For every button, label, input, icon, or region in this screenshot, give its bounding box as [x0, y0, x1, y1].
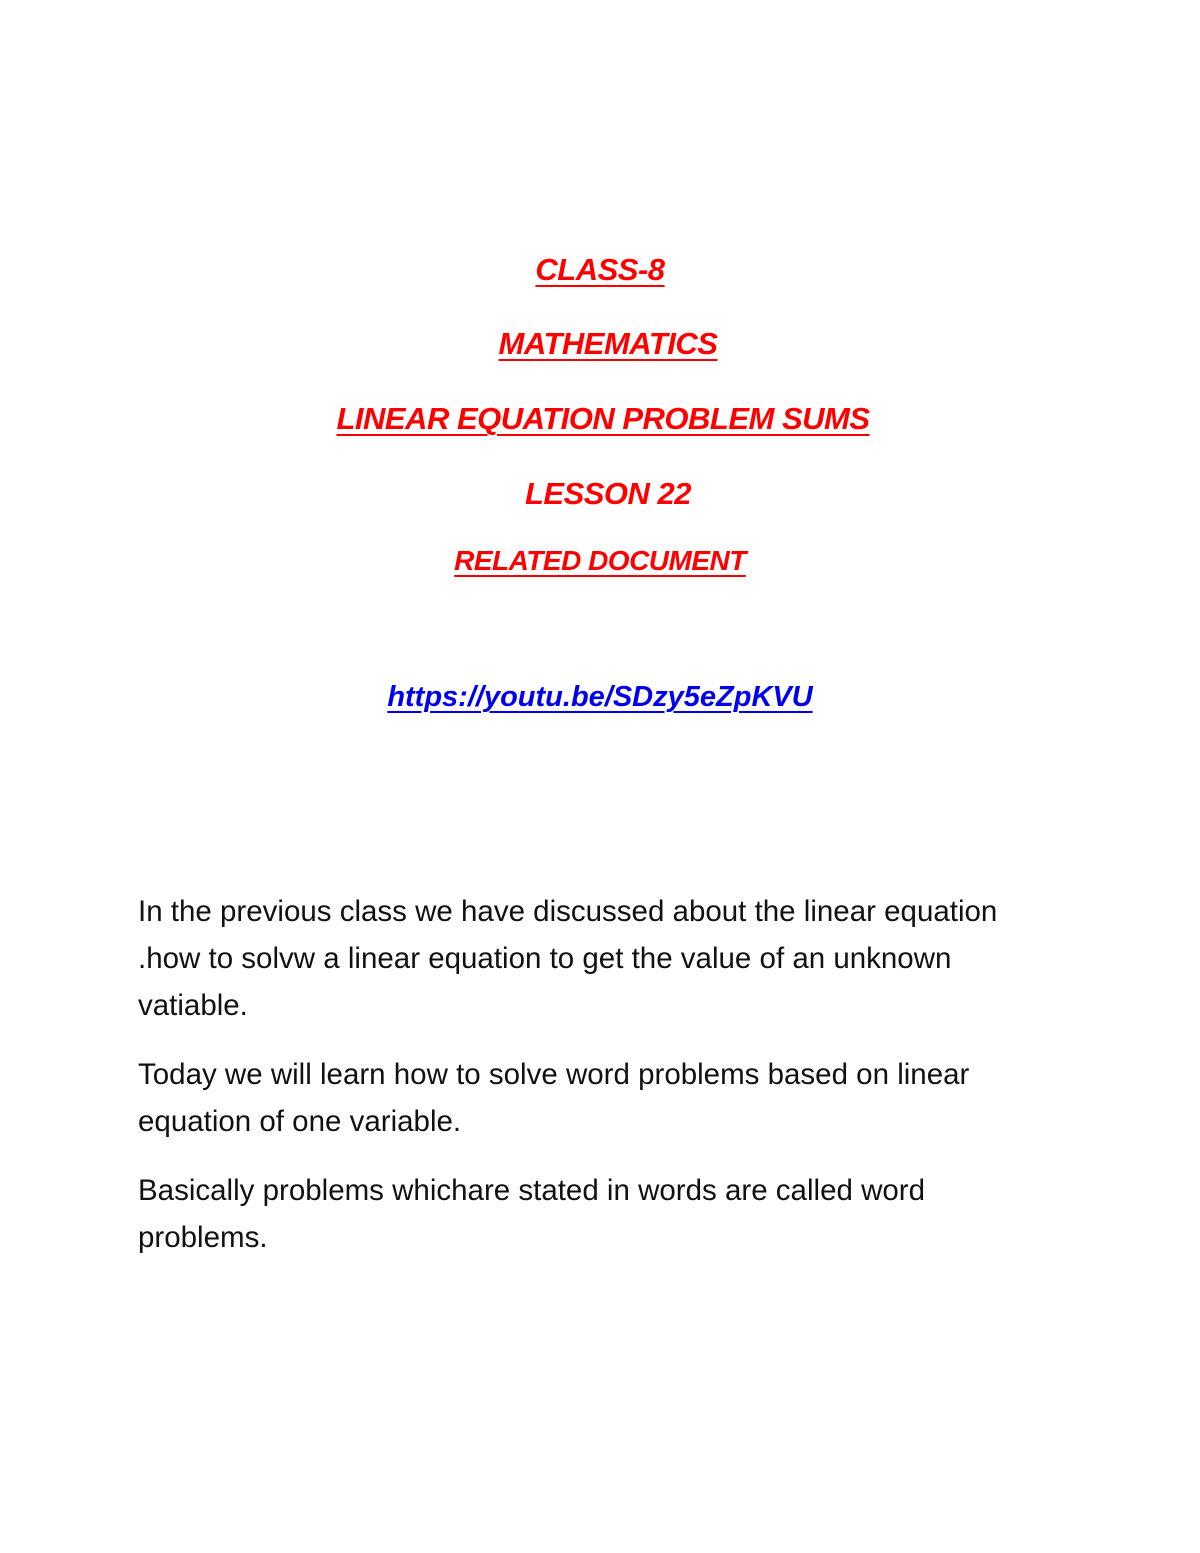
paragraph-today: Today we will learn how to solve word problems based on linear equation of one variable.	[138, 1058, 970, 1138]
paragraph-definition: Basically problems whichare stated in words are called word problems.	[138, 1174, 926, 1254]
video-link[interactable]: https://youtu.be/SDzy5eZpKVU	[387, 681, 813, 713]
related-document-heading: RELATED DOCUMENT	[454, 545, 746, 576]
class-heading: CLASS-8	[535, 252, 665, 287]
paragraph-previous-class: In the previous class we have discussed about the linear equation .how to solvw a linear equation to get the value of an unknown vatiable.	[138, 895, 998, 1022]
lesson-heading: LESSON 22	[524, 476, 692, 511]
subject-heading: MATHEMATICS	[498, 326, 718, 361]
topic-heading: LINEAR EQUATION PROBLEM SUMS	[336, 401, 870, 436]
